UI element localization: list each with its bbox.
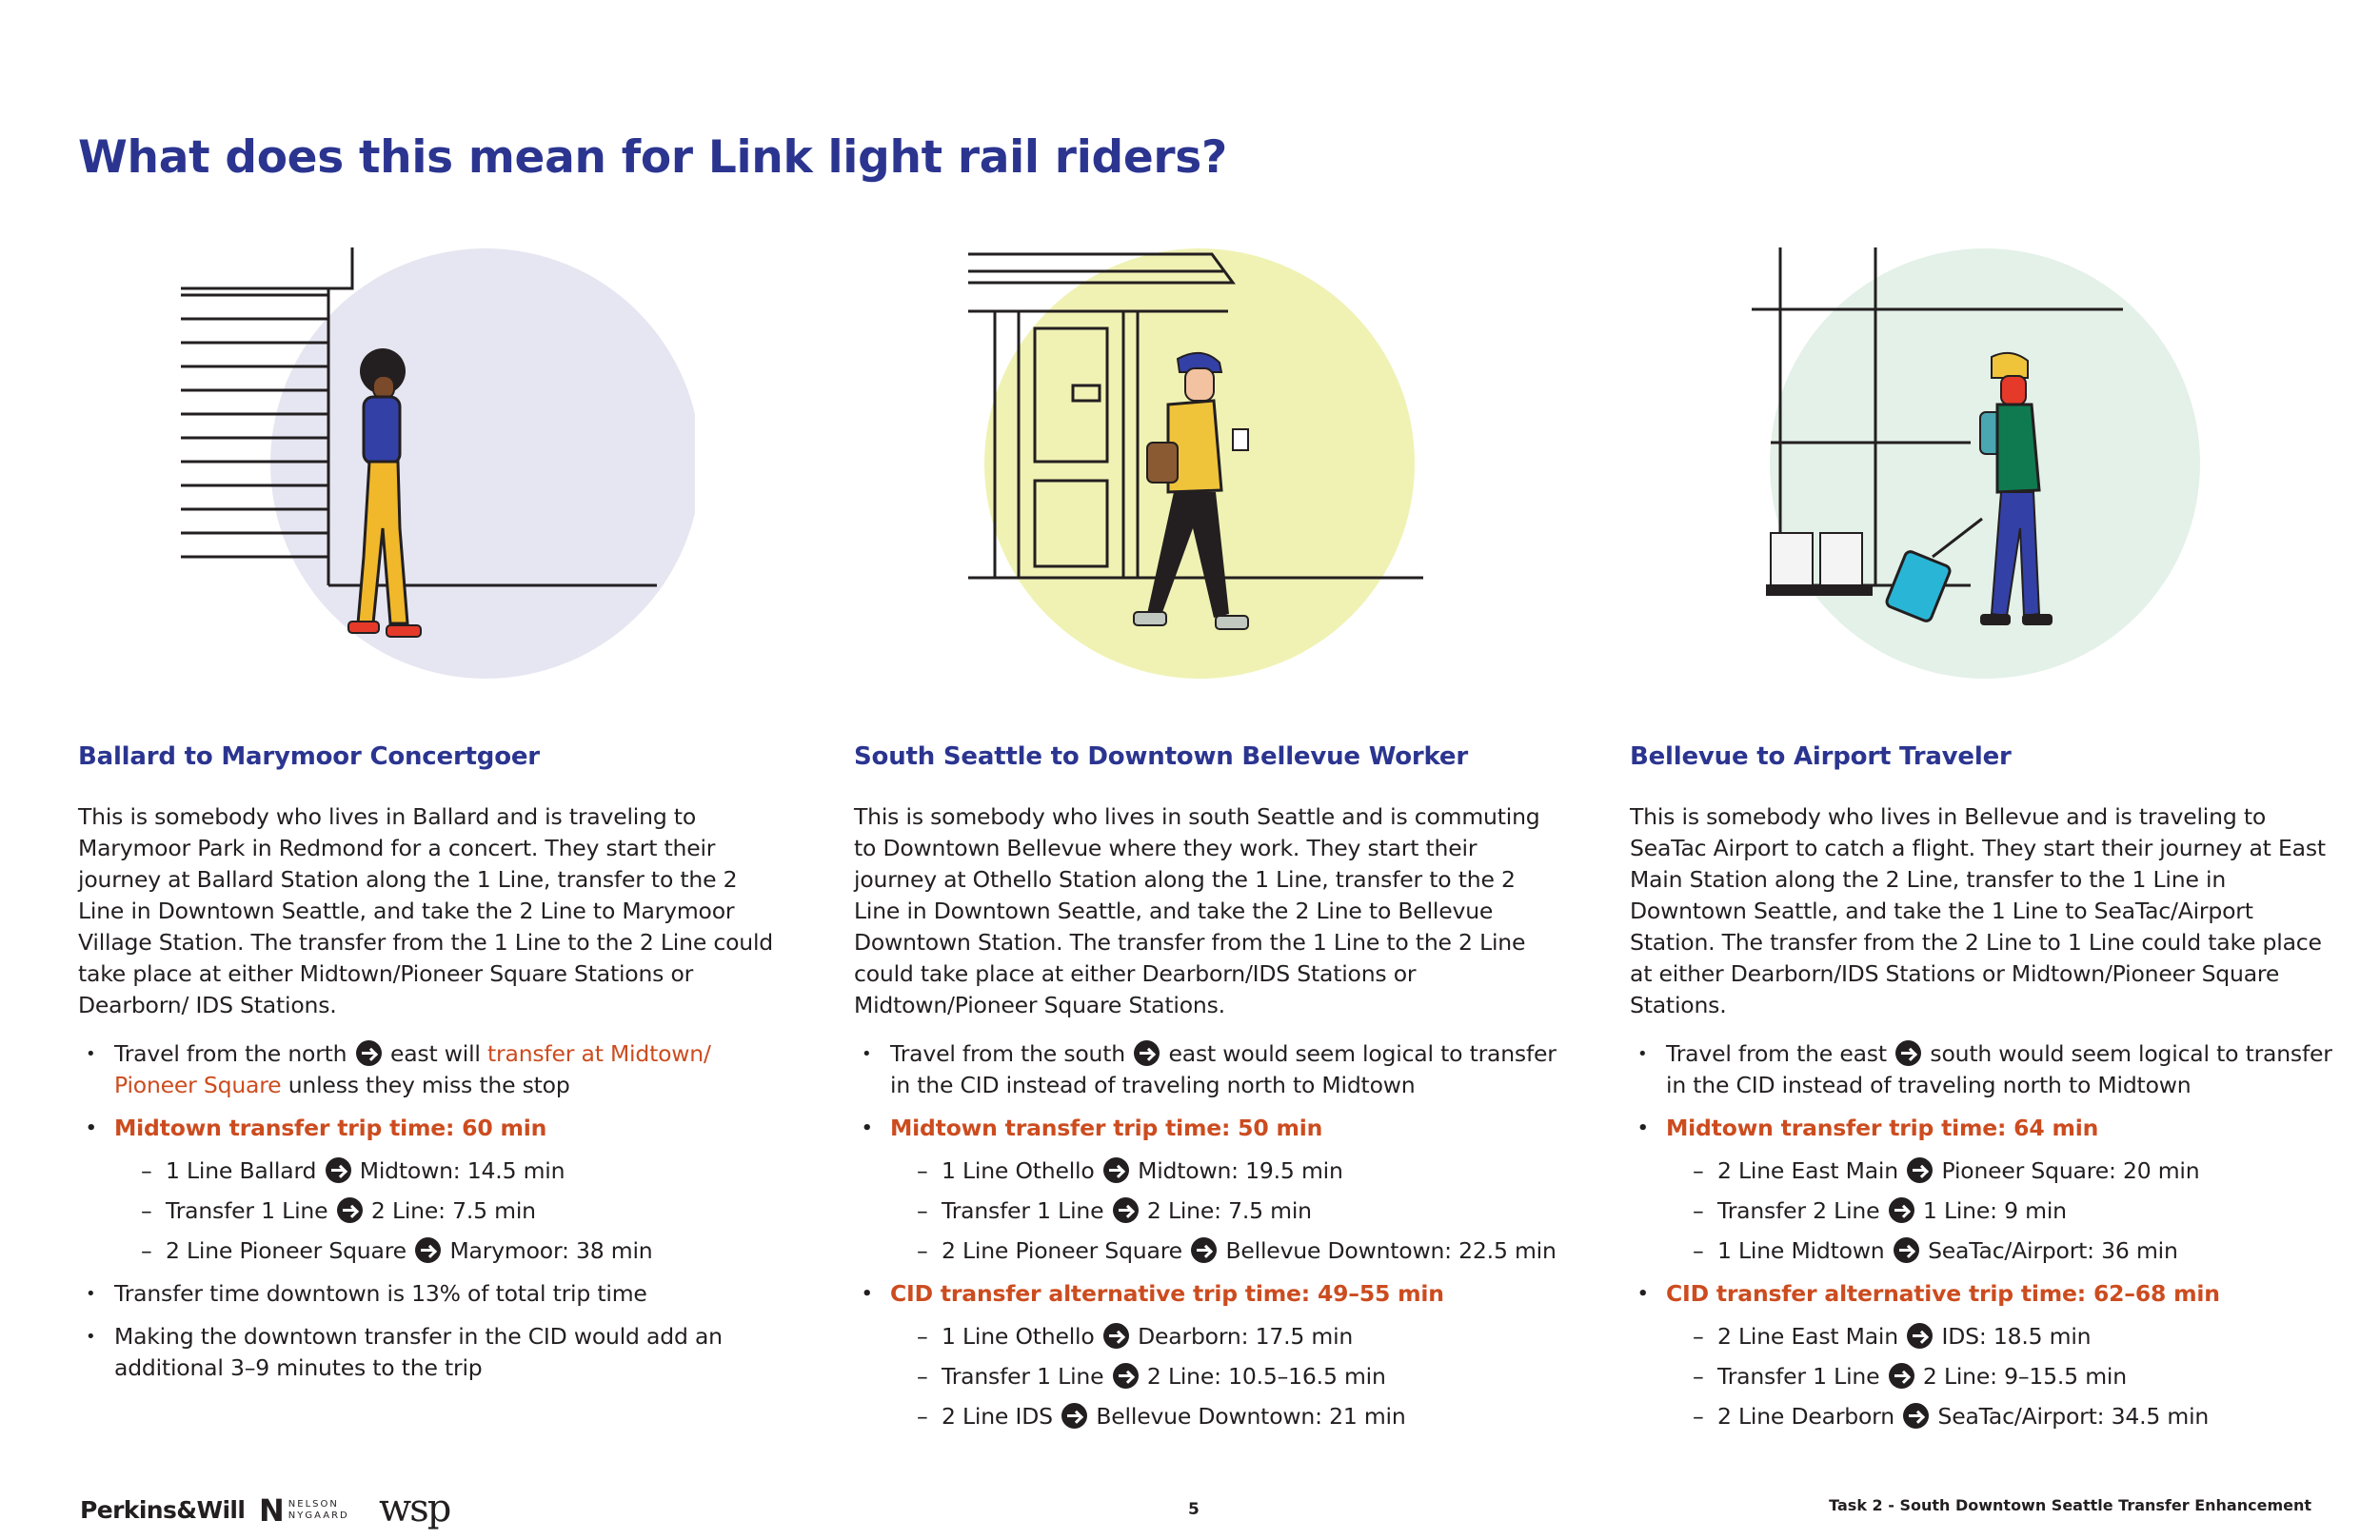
worker-illustration xyxy=(957,243,1490,690)
list-item: • Travel from the south east would seem logical to transfer in the CID instead of traveling north to Midtown xyxy=(854,1038,1558,1101)
column-worker xyxy=(854,742,1558,1444)
highlight-text: transfer at Midtown/ Pioneer Square xyxy=(114,1040,711,1098)
arrow-right-icon xyxy=(1113,1197,1139,1223)
sub-item: – Transfer 1 Line 2 Line: 10.5–16.5 min xyxy=(917,1361,1558,1392)
list-item: • Making the downtown transfer in the CID would add an additional 3–9 minutes to the trip xyxy=(78,1321,783,1384)
sub-list xyxy=(141,1155,783,1267)
perkins-will-logo: Perkins&Will xyxy=(80,1496,246,1524)
arrow-right-icon xyxy=(337,1197,363,1223)
trip-time-heading: • Midtown transfer trip time: 50 min xyxy=(854,1113,1558,1144)
nelson-nygaard-logo: N NELSON NYGAARD xyxy=(259,1492,349,1529)
sub-item: – Transfer 1 Line 2 Line: 7.5 min xyxy=(141,1195,783,1227)
arrow-right-icon xyxy=(1134,1040,1160,1066)
sub-item: – 2 Line Dearborn SeaTac/Airport: 34.5 min xyxy=(1693,1401,2334,1432)
column-traveler xyxy=(1630,742,2334,1444)
sub-item: – 2 Line East Main IDS: 18.5 min xyxy=(1693,1321,2334,1352)
arrow-right-icon xyxy=(1907,1323,1933,1349)
trip-time-heading: • Midtown transfer trip time: 60 min xyxy=(78,1113,783,1144)
nelson-nygaard-mark: N xyxy=(259,1492,285,1529)
footer-task-label: Task 2 - South Downtown Seattle Transfer Enhancement xyxy=(1829,1496,2311,1514)
sub-item: – 1 Line Othello Dearborn: 17.5 min xyxy=(917,1321,1558,1352)
sub-item: – 2 Line East Main Pioneer Square: 20 min xyxy=(1693,1155,2334,1187)
list-item: • Travel from the north east will transfer at Midtown/ Pioneer Square unless they miss the stop xyxy=(78,1038,783,1101)
column-intro: This is somebody who lives in Ballard and is traveling to Marymoor Park in Redmond for a concert. They start their journey at Ballard Station along the 1 Line, transfer to the 2 Line in Downtown Seattle, and take the 2 Line to Marymoor Village Station. The transfer from the 1 Line to the 2 Line could take place at either Midtown/Pioneer Square Stations or Dearborn/ IDS Stations. xyxy=(78,803,773,1018)
arrow-right-icon xyxy=(1061,1403,1087,1429)
column-concertgoer xyxy=(78,742,783,1395)
column-heading: Ballard to Marymoor Concertgoer xyxy=(78,742,540,771)
sub-list xyxy=(917,1321,1558,1432)
sub-item: – 2 Line Pioneer Square Bellevue Downtown: 22.5 min xyxy=(917,1235,1558,1267)
sub-list xyxy=(1693,1321,2334,1432)
arrow-right-icon xyxy=(1895,1040,1921,1066)
arrow-right-icon xyxy=(1894,1237,1919,1263)
sub-item: – 1 Line Midtown SeaTac/Airport: 36 min xyxy=(1693,1235,2334,1267)
column-intro: This is somebody who lives in south Seattle and is commuting to Downtown Bellevue where they work. They start their journey at Othello Station along the 1 Line, transfer to the 2 Line in Downtown Seattle, and take the 2 Line to Bellevue Downtown Station. The transfer from the 1 Line to the 2 Line could take place at either Dearborn/IDS Stations or Midtown/Pioneer Square Stations. xyxy=(854,803,1540,1018)
sub-item: – Transfer 1 Line 2 Line: 9–15.5 min xyxy=(1693,1361,2334,1392)
sub-item: – Transfer 2 Line 1 Line: 9 min xyxy=(1693,1195,2334,1227)
arrow-right-icon xyxy=(1191,1237,1217,1263)
arrow-right-icon xyxy=(1103,1157,1129,1183)
arrow-right-icon xyxy=(356,1040,382,1066)
sub-item: – 1 Line Ballard Midtown: 14.5 min xyxy=(141,1155,783,1187)
column-heading: Bellevue to Airport Traveler xyxy=(1630,742,2012,771)
bullet-list xyxy=(78,1038,783,1144)
page-number: 5 xyxy=(1188,1500,1200,1519)
trip-time-heading: • CID transfer alternative trip time: 49–55 min xyxy=(854,1278,1558,1310)
sub-item: – Transfer 1 Line 2 Line: 7.5 min xyxy=(917,1195,1558,1227)
arrow-right-icon xyxy=(1103,1323,1129,1349)
sub-list xyxy=(917,1155,1558,1267)
arrow-right-icon xyxy=(1889,1197,1914,1223)
trip-time-heading: • CID transfer alternative trip time: 62–68 min xyxy=(1630,1278,2334,1310)
concertgoer-illustration xyxy=(162,243,695,690)
traveler-illustration xyxy=(1742,243,2275,690)
bullet-list xyxy=(854,1278,1558,1310)
arrow-right-icon xyxy=(1889,1363,1914,1389)
bullet-list xyxy=(1630,1038,2334,1144)
page-title: What does this mean for Link light rail riders? xyxy=(78,131,1227,184)
arrow-right-icon xyxy=(1903,1403,1929,1429)
arrow-right-icon xyxy=(326,1157,351,1183)
bullet-list xyxy=(854,1038,1558,1144)
bullet-list xyxy=(1630,1278,2334,1310)
sub-item: – 2 Line Pioneer Square Marymoor: 38 min xyxy=(141,1235,783,1267)
sub-item: – 1 Line Othello Midtown: 19.5 min xyxy=(917,1155,1558,1187)
column-heading: South Seattle to Downtown Bellevue Worker xyxy=(854,742,1468,771)
trip-time-heading: • Midtown transfer trip time: 64 min xyxy=(1630,1113,2334,1144)
wsp-logo: wsp xyxy=(379,1487,450,1530)
arrow-right-icon xyxy=(1113,1363,1139,1389)
arrow-right-icon xyxy=(415,1237,441,1263)
list-item: • Transfer time downtown is 13% of total trip time xyxy=(78,1278,783,1310)
list-item: • Travel from the east south would seem logical to transfer in the CID instead of traveling north to Midtown xyxy=(1630,1038,2334,1101)
arrow-right-icon xyxy=(1907,1157,1933,1183)
bullet-list xyxy=(78,1278,783,1384)
sub-item: – 2 Line IDS Bellevue Downtown: 21 min xyxy=(917,1401,1558,1432)
sub-list xyxy=(1693,1155,2334,1267)
column-intro: This is somebody who lives in Bellevue and is traveling to SeaTac Airport to catch a flight. They start their journey at East Main Station along the 2 Line, transfer to the 1 Line in Downtown Seattle, and take the 1 Line to SeaTac/Airport Station. The transfer from the 2 Line to 1 Line could take place at either Dearborn/IDS Stations or Midtown/Pioneer Square Stations. xyxy=(1630,803,2326,1018)
